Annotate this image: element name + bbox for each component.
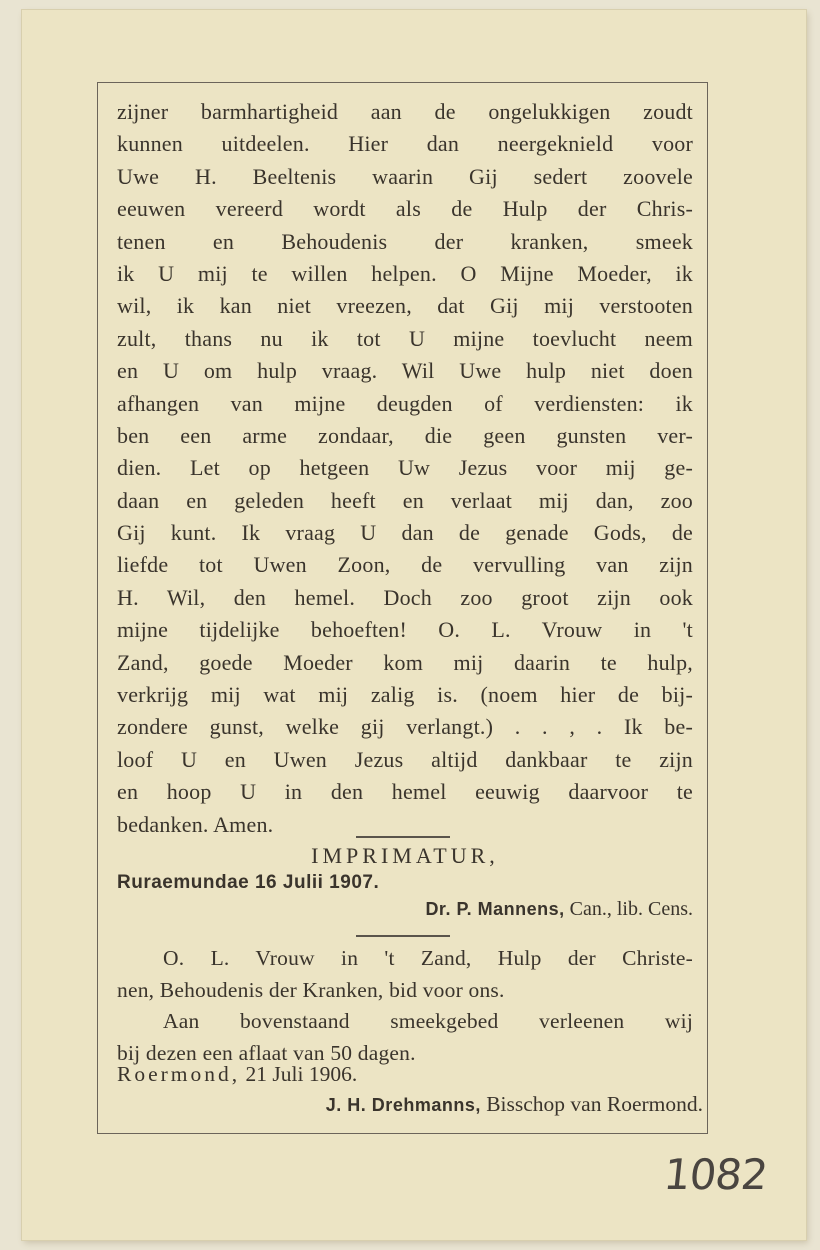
frame-left-border	[97, 83, 98, 1133]
indulgence-line: bij dezen een aflaat van 50 dagen.	[117, 1040, 416, 1065]
prayer-line: en hoop U in den hemel eeuwig daarvoor te	[117, 779, 693, 805]
prayer-line: mijne tijdelijke behoeften! O. L. Vrouw in 't	[117, 617, 693, 643]
invocation-block	[117, 943, 693, 1069]
bishop-line	[326, 1092, 703, 1117]
prayer-line: ben een arme zondaar, die geen gunsten ver-	[117, 422, 693, 448]
prayer-line: zult, thans nu ik tot U mijne toevlucht neem	[117, 325, 693, 351]
censor-line	[425, 898, 693, 921]
bishop-name: J. H. Drehmanns,	[325, 1095, 481, 1115]
bishop-title: Bisschop van Roermond.	[486, 1092, 703, 1116]
prayer-line: afhangen van mijne deugden of verdiensten: ik	[117, 390, 693, 416]
invocation-line: nen, Behoudenis der Kranken, bid voor ons.	[117, 977, 505, 1002]
signature-place-date	[117, 1062, 357, 1087]
prayer-line: verkrijg mij wat mij zalig is. (noem hier de bij-	[117, 682, 693, 708]
prayer-line: ik U mij te willen helpen. O Mijne Moeder, ik	[117, 260, 693, 286]
prayer-line: bedanken. Amen.	[117, 811, 274, 837]
prayer-text	[117, 96, 693, 841]
invocation-line: O. L. Vrouw in 't Zand, Hulp der Christe-	[163, 946, 693, 970]
divider-rule	[356, 836, 450, 838]
prayer-line: Gij kunt. Ik vraag U dan de genade Gods, de	[117, 520, 693, 546]
prayer-line: dien. Let op hetgeen Uw Jezus voor mij ge-	[117, 455, 693, 481]
imprimatur-date: Ruraemundae 16 Julii 1907.	[117, 872, 380, 893]
censor-title: Can., lib. Cens.	[569, 898, 693, 920]
prayer-line: H. Wil, den hemel. Doch zoo groot zijn ook	[117, 584, 693, 610]
censor-name: Dr. P. Mannens,	[425, 899, 565, 919]
prayer-line: eeuwen vereerd wordt als de Hulp der Chris-	[117, 196, 693, 222]
indulgence-line: Aan bovenstaand smeekgebed verleenen wij	[163, 1009, 693, 1033]
prayer-line: wil, ik kan niet vreezen, dat Gij mij verstooten	[117, 293, 693, 319]
prayer-line: zijner barmhartigheid aan de ongelukkigen zoudt	[117, 99, 693, 124]
prayer-line: loof U en Uwen Jezus altijd dankbaar te zijn	[117, 746, 693, 772]
prayer-line: en U om hulp vraag. Wil Uwe hulp niet doen	[117, 358, 693, 384]
frame-right-border	[707, 83, 708, 1133]
prayer-line: tenen en Behoudenis der kranken, smeek	[117, 228, 693, 254]
prayer-line: zondere gunst, welke gij verlangt.) . . , . Ik be-	[117, 714, 693, 740]
signature-place: Roermond,	[117, 1062, 241, 1086]
prayer-line: kunnen uitdeelen. Hier dan neergeknield voor	[117, 131, 693, 157]
prayer-line: liefde tot Uwen Zoon, de vervulling van zijn	[117, 552, 693, 578]
prayer-line: daan en geleden heeft en verlaat mij dan, zoo	[117, 487, 693, 513]
handwritten-catalog-number: 1082	[661, 1150, 770, 1199]
imprimatur-heading: IMPRIMATUR,	[311, 843, 499, 868]
signature-date: 21 Juli 1906.	[245, 1062, 358, 1086]
prayer-line: Uwe H. Beeltenis waarin Gij sedert zoovele	[117, 163, 693, 189]
divider-rule	[356, 935, 450, 937]
prayer-line: Zand, goede Moeder kom mij daarin te hulp,	[117, 649, 693, 675]
